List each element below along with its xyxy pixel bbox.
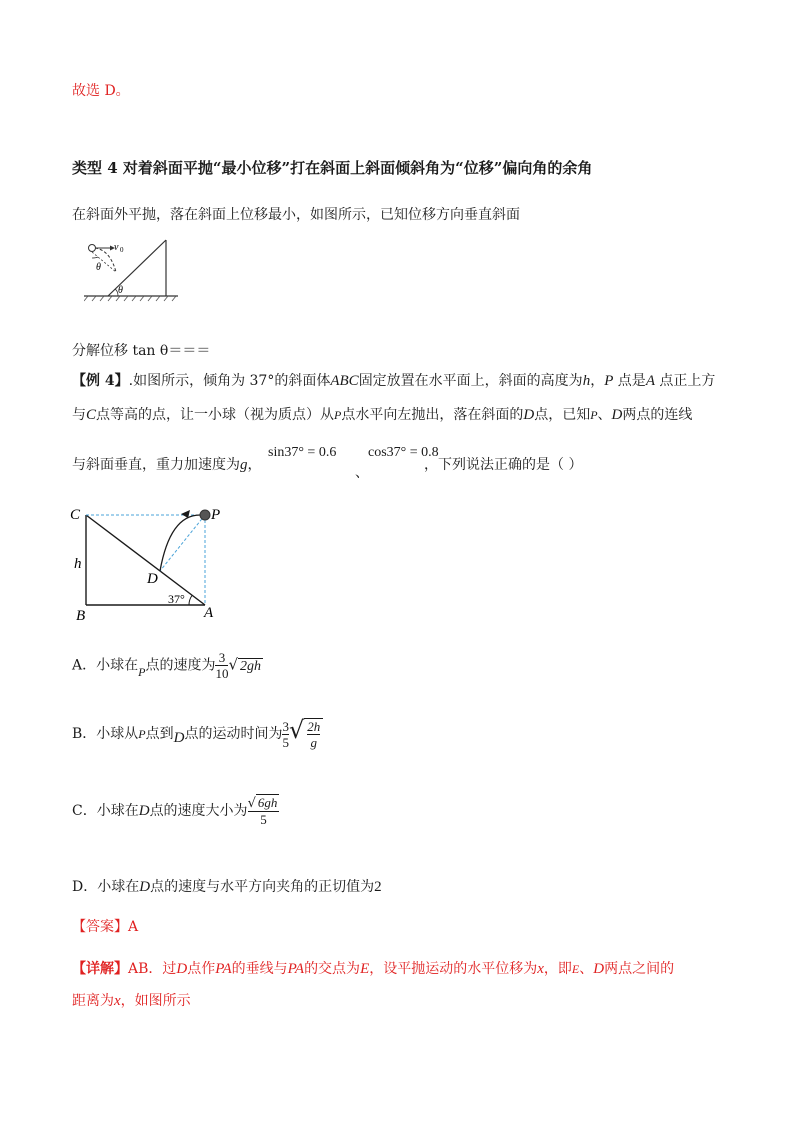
answer-text: 【答案】A — [72, 919, 139, 935]
example-line-3: 与斜面垂直，重力加速度为g， — [72, 457, 262, 473]
small-fig-v0: v — [114, 242, 119, 253]
detail-line-1: 【详解】AB．过D点作PA的垂线与PA的交点为E，设平抛运动的水平位移为x，即E、D两点之间的 — [72, 961, 675, 977]
option-d: D．小球在D点的速度与水平方向夹角的正切值为2 — [72, 879, 382, 895]
small-fig-theta-top: θ — [96, 262, 101, 273]
dashed-pd — [160, 515, 205, 571]
decompose-text: 分解位移 tan θ＝＝＝ — [72, 343, 211, 359]
trajectory — [160, 515, 200, 571]
small-incline-figure — [84, 236, 186, 302]
small-fig-v0-sub: 0 — [120, 246, 124, 254]
option-b: B．小球从P点到D点的运动时间为 $\frac{3}{5}$ √ $\frac{2h}{g}$ — [72, 716, 323, 750]
label-b: B — [76, 608, 86, 624]
incline-figure — [70, 500, 230, 624]
option-c-fraction: $\frac{√ 6gh}{5}$ — [247, 795, 278, 827]
value-separator: 、 — [355, 465, 369, 481]
incline-ca — [86, 515, 205, 605]
type4-heading: 类型 4 对着斜面平抛“最小位移”打在斜面上斜面倾斜角为“位移”偏向角的余角 — [72, 159, 593, 177]
label-h: h — [74, 556, 82, 572]
option-a: A．小球在P点的速度为 $\frac{3}{10}$ √ 2gh — [72, 650, 262, 681]
label-a: A — [204, 605, 214, 621]
detail-label: 【详解】 — [72, 961, 128, 977]
label-d: D — [147, 571, 158, 587]
cos-value: cos37° = 0.8 — [368, 445, 439, 460]
option-b-radical: $\frac{2h}{g}$ — [304, 718, 323, 750]
ball — [200, 510, 210, 520]
example-line-2: 与C点等高的点，让一小球（视为质点）从P点水平向左抛出，落在斜面的D点，已知P、D两点的连线 — [72, 407, 693, 423]
detail-line-2: 距离为x，如图所示 — [72, 993, 191, 1009]
label-c: C — [70, 507, 81, 523]
type4-description: 在斜面外平抛，落在斜面上位移最小，如图所示，已知位移方向垂直斜面 — [72, 207, 520, 223]
example-line-3-end: ，下列说法正确的是（ ） — [424, 457, 583, 473]
example-label: 【例 4】 — [72, 373, 129, 389]
option-a-fraction: $\frac{3}{10}$ — [215, 650, 229, 681]
label-angle: 37° — [168, 592, 185, 606]
sin-value: sin37° = 0.6 — [268, 445, 337, 460]
label-p: P — [211, 507, 221, 523]
small-fig-theta-bottom: θ — [118, 285, 123, 296]
example-line-1: 【例 4】.如图所示，倾角为 37°的斜面体ABC固定放置在水平面上，斜面的高度为h，P 点是A 点正上方 — [72, 373, 716, 389]
conclusion-text: 故选 D。 — [72, 83, 130, 99]
option-b-fraction: $\frac{3}{5}$ — [282, 718, 289, 750]
angle-arc — [189, 596, 192, 606]
option-c: C．小球在D点的速度大小为 $\frac{√ 6gh}{5}$ — [72, 795, 278, 827]
